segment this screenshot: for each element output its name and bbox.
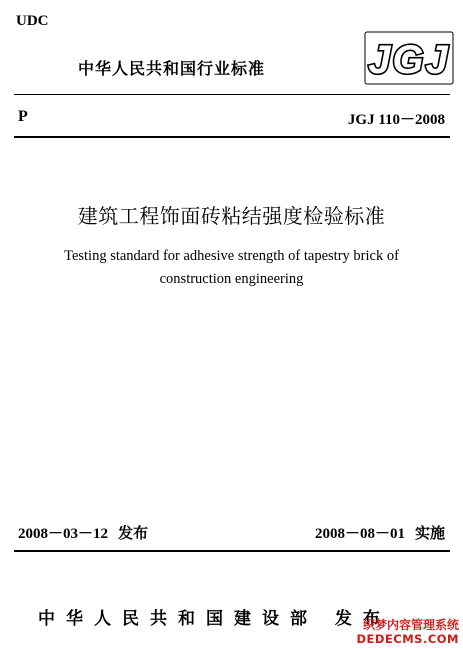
title-chinese: 建筑工程饰面砖粘结强度检验标准 [77,204,386,228]
implement-label: 实施 [414,524,445,542]
header-thick-divider [14,136,450,138]
title-english-line-2: construction engineering [159,271,304,287]
implement-date: 2008－08－01 [314,526,405,542]
header-divider [14,94,450,95]
issue-label: 发布 [118,524,149,542]
watermark-line-1: 织梦内容管理系统 [362,618,459,632]
title-english-line-1: Testing standard for adhesive strength of tapestry brick of [64,248,399,264]
watermark-line-2: DEDECMS.COM [356,632,459,646]
standard-number: JGJ 110－2008 [347,112,445,128]
issue-date: 2008－03－12 [18,526,109,542]
udc-label: UDC [16,13,49,29]
category-code: P [18,108,28,125]
footer-divider [14,550,450,552]
jgj-logo [362,28,456,88]
watermark [346,617,463,650]
industry-standard-label: 中华人民共和国行业标准 [78,59,266,78]
jgj-logo-text: JGJ [368,38,450,82]
issue-date-block [18,522,148,543]
title-english [20,245,443,291]
implement-date-block [315,522,445,543]
publisher: 中华人民共和国建设部 发布 [38,609,391,629]
